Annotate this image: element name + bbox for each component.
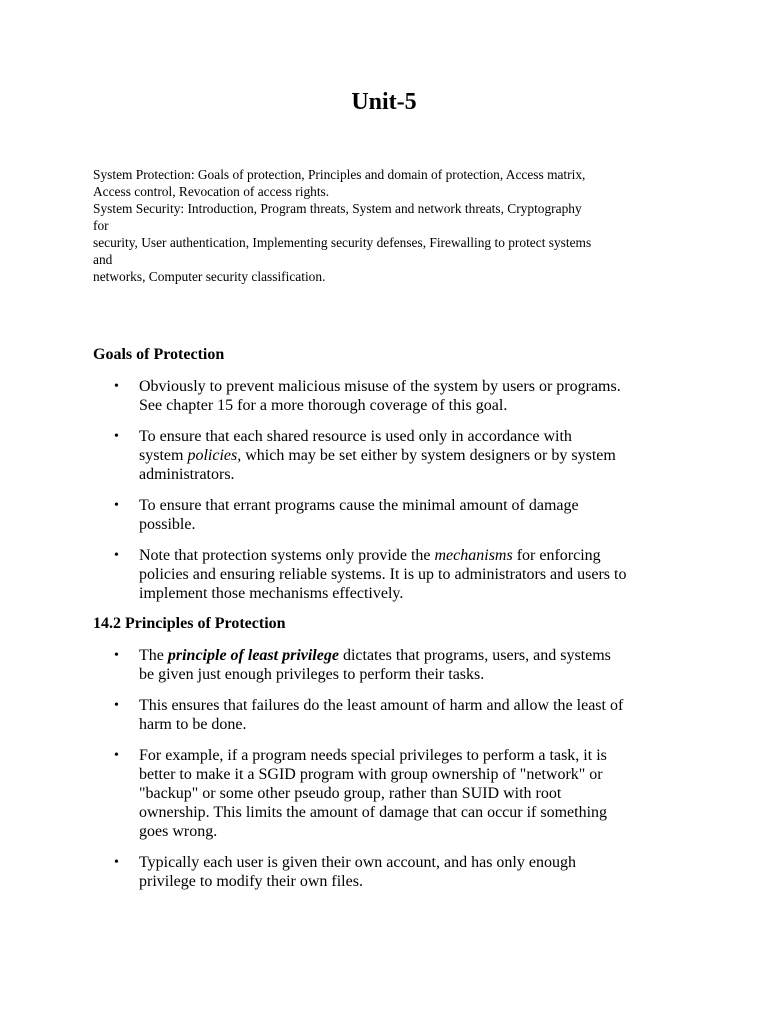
list-item-line: better to make it a SGID program with group ownership of "network" or: [139, 766, 603, 783]
syllabus-line: System Protection: Goals of protection, Principles and domain of protection, Access matrix,: [93, 167, 586, 182]
bullet-icon: •: [114, 648, 119, 663]
syllabus-line: for: [93, 218, 109, 233]
text-run: The: [139, 647, 168, 664]
syllabus-line: System Security: Introduction, Program threats, System and network threats, Cryptography: [93, 201, 582, 216]
list-item-line: privilege to modify their own files.: [139, 873, 363, 890]
list-item-line: goes wrong.: [139, 823, 218, 840]
list-item-line: To ensure that each shared resource is used only in accordance with: [139, 428, 572, 445]
goals-section: [93, 345, 693, 603]
syllabus-paragraph: [93, 166, 693, 285]
list-item: [93, 427, 693, 484]
emphasis-text: policies,: [187, 447, 242, 464]
list-item-line: policies and ensuring reliable systems. It is up to administrators and users to: [139, 566, 627, 583]
list-item-line: This ensures that failures do the least amount of harm and allow the least of: [139, 697, 624, 714]
list-item: [93, 377, 693, 415]
list-item-line: be given just enough privileges to perform their tasks.: [139, 666, 485, 683]
syllabus-line: Access control, Revocation of access rights.: [93, 184, 330, 199]
list-item-line: For example, if a program needs special privileges to perform a task, it is: [139, 747, 607, 764]
list-item-line: Typically each user is given their own account, and has only enough: [139, 854, 576, 871]
list-item: [93, 853, 693, 891]
list-item-line: See chapter 15 for a more thorough coverage of this goal.: [139, 397, 508, 414]
section-heading-goals: Goals of Protection: [93, 346, 225, 363]
list-item-line: harm to be done.: [139, 716, 247, 733]
list-item-line: possible.: [139, 516, 196, 533]
emphasis-text: mechanisms: [434, 547, 513, 564]
list-item-line: [139, 646, 693, 665]
list-item: [93, 496, 693, 534]
list-item-line: Obviously to prevent malicious misuse of the system by users or programs.: [139, 378, 621, 395]
text-run: system: [139, 447, 188, 464]
bullet-icon: •: [114, 855, 119, 870]
syllabus-line: security, User authentication, Implementing security defenses, Firewalling to protect systems: [93, 235, 592, 250]
bullet-icon: •: [114, 379, 119, 394]
text-run: Note that protection systems only provide the: [139, 547, 435, 564]
text-run: for enforcing: [512, 547, 601, 564]
list-item: [93, 646, 693, 684]
list-item: [93, 746, 693, 841]
section-heading-principles: 14.2 Principles of Protection: [93, 615, 286, 632]
emphasis-text: principle of least privilege: [167, 647, 339, 664]
list-item-line: To ensure that errant programs cause the minimal amount of damage: [139, 497, 579, 514]
text-run: dictates that programs, users, and systems: [338, 647, 611, 664]
list-item: [93, 696, 693, 734]
bullet-icon: •: [114, 498, 119, 513]
goals-list: [93, 377, 693, 603]
list-item-line: ownership. This limits the amount of damage that can occur if something: [139, 804, 608, 821]
bullet-icon: •: [114, 748, 119, 763]
text-run: which may be set either by system designers or by system: [241, 447, 616, 464]
page-title: Unit-5: [351, 89, 417, 115]
list-item: [93, 546, 693, 603]
bullet-icon: •: [114, 698, 119, 713]
bullet-icon: •: [114, 548, 119, 563]
syllabus-line: and: [93, 252, 113, 267]
bullet-icon: •: [114, 429, 119, 444]
list-item-line: "backup" or some other pseudo group, rather than SUID with root: [139, 785, 562, 802]
syllabus-line: networks, Computer security classification.: [93, 269, 326, 284]
list-item-line: administrators.: [139, 466, 235, 483]
list-item-line: implement those mechanisms effectively.: [139, 585, 404, 602]
principles-list: [93, 646, 693, 891]
list-item-line: [139, 546, 693, 565]
principles-section: [93, 614, 693, 891]
list-item-line: [139, 446, 693, 465]
